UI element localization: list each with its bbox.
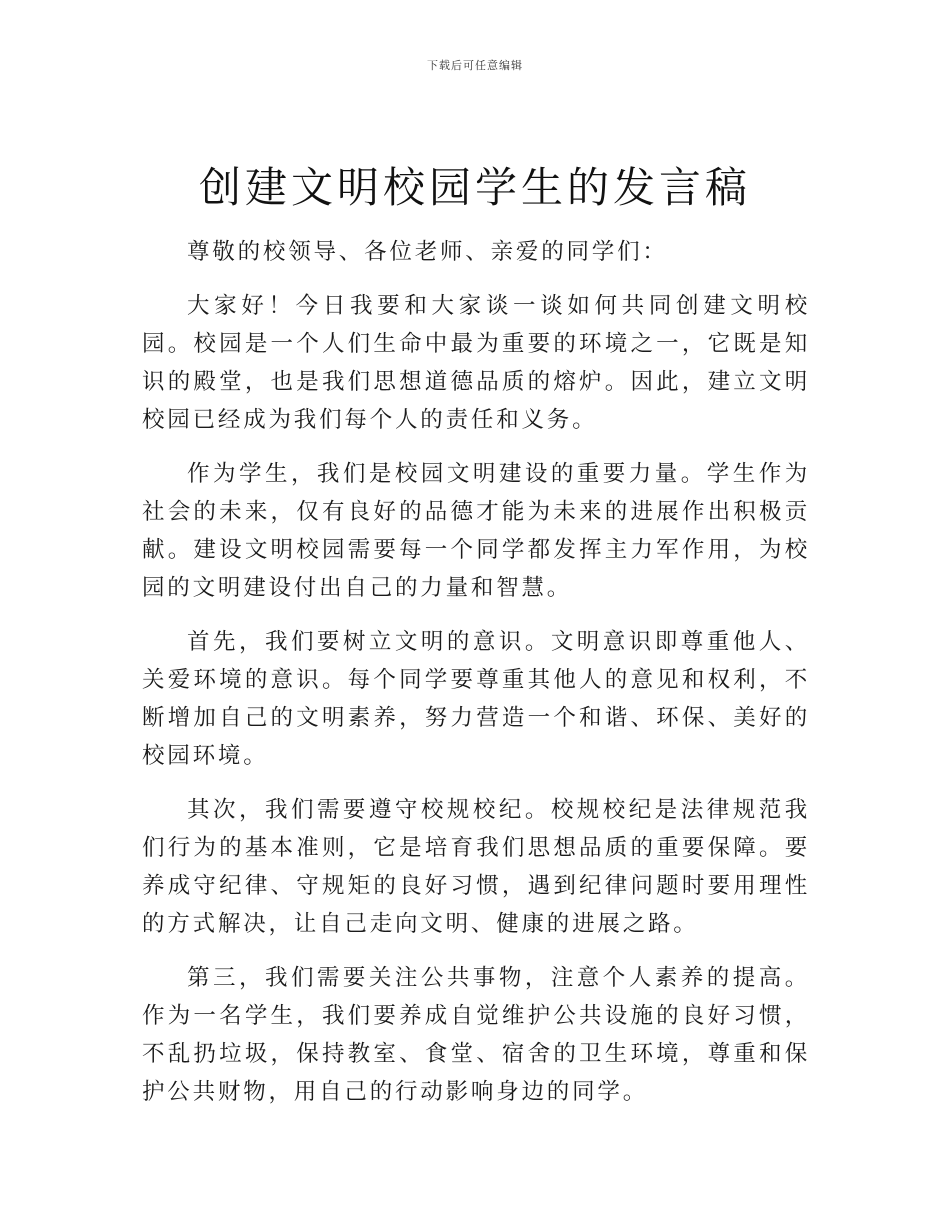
paragraph-4: 其次，我们需要遵守校规校纪。校规校纪是法律规范我们行为的基本准则，它是培育我们思想品质的重要保障。要养成守纪律、守规矩的良好习惯，遇到纪律问题时要用理性的方式解决，让自己走向文明、健康的进展之路。	[142, 797, 810, 937]
paragraph-2: 作为学生，我们是校园文明建设的重要力量。学生作为社会的未来，仅有良好的品德才能为未来的进展作出积极贡献。建设文明校园需要每一个同学都发挥主力军作用，为校园的文明建设付出自己的力量和智慧。	[142, 461, 810, 601]
document-body	[142, 233, 810, 1127]
salutation: 尊敬的校领导、各位老师、亲爱的同学们：	[187, 239, 668, 265]
paragraph-1: 大家好！今日我要和大家谈一谈如何共同创建文明校园。校园是一个人们生命中最为重要的环境之一，它既是知识的殿堂，也是我们思想道德品质的熔炉。因此，建立文明校园已经成为我们每个人的责任和义务。	[142, 293, 810, 433]
header-note: 下载后可任意编辑	[427, 59, 523, 72]
document-title: 创建文明校园学生的发言稿	[198, 163, 751, 212]
paragraph-3: 首先，我们要树立文明的意识。文明意识即尊重他人、关爱环境的意识。每个同学要尊重其他人的意见和权利，不断增加自己的文明素养，努力营造一个和谐、环保、美好的校园环境。	[142, 629, 810, 769]
paragraph-5: 第三，我们需要关注公共事物，注意个人素养的提高。作为一名学生，我们要养成自觉维护公共设施的良好习惯，不乱扔垃圾，保持教室、食堂、宿舍的卫生环境，尊重和保护公共财物，用自己的行动影响身边的同学。	[142, 965, 810, 1105]
